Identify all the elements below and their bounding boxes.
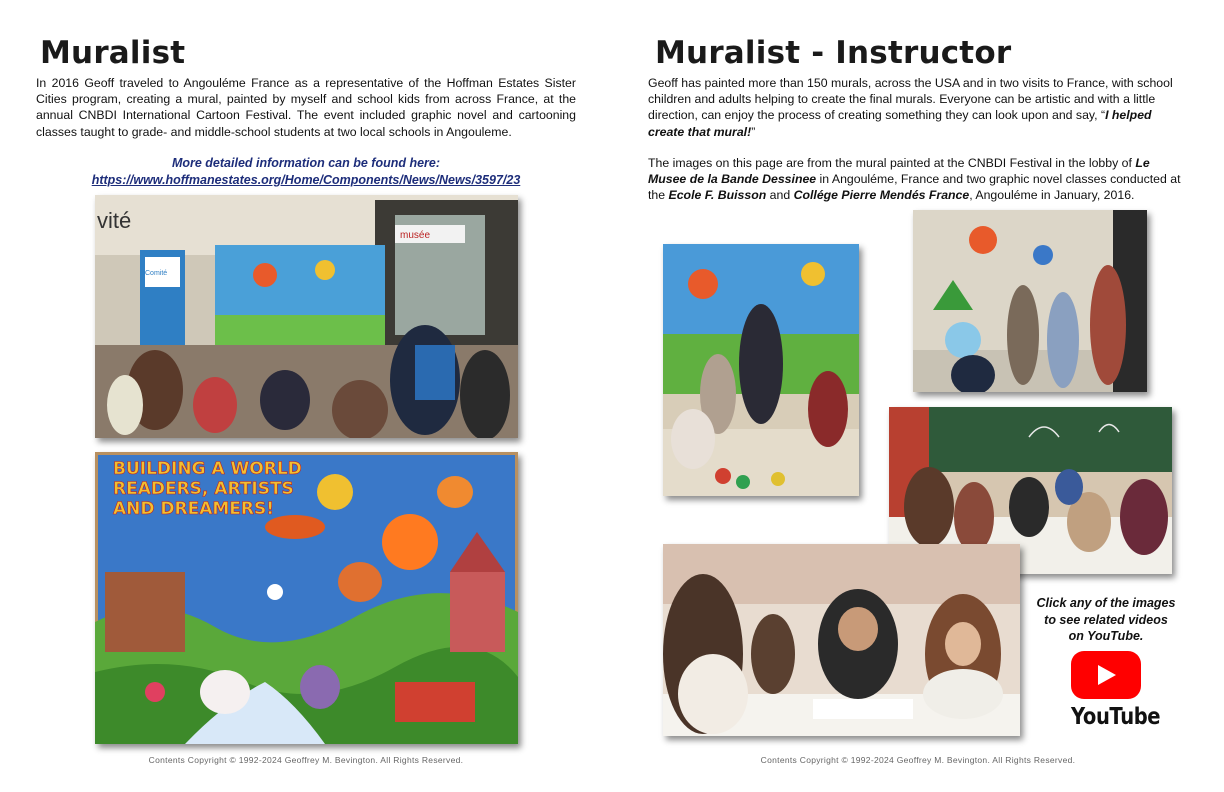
page-title-muralist: Muralist <box>40 35 186 71</box>
youtube-wordmark[interactable]: YouTube <box>1071 704 1161 730</box>
museum-name: Le Musee de la Bande Dessinee <box>648 156 1150 187</box>
copyright-left: Contents Copyright © 1992-2024 Geoffrey M. Bevington. All Rights Reserved. <box>148 755 464 765</box>
vite-sign-text: vité <box>97 208 132 233</box>
finished-mural-photo[interactable] <box>95 452 518 744</box>
info-block <box>36 155 576 189</box>
para1-quote: I helped create that mural! <box>648 108 1152 139</box>
hoffman-estates-link[interactable]: https://www.hoffmanestates.org/Home/Components/News/News/3597/23 <box>91 173 521 187</box>
mural-slogan-line2: READERS, ARTISTS <box>113 479 294 499</box>
festival-lobby-photo[interactable] <box>95 195 518 438</box>
youtube-logo-svg <box>1071 651 1141 699</box>
para2-e: and <box>766 188 794 203</box>
para1-main: Geoff has painted more than 150 murals, across the USA and in two visits to France, with school children and adults helping to create the final murals. Everyone can be artistic and with a little direction, can enjoy the process of creating something they can look upon and say, “ <box>648 76 1173 123</box>
mural-wall-image <box>913 210 1147 392</box>
para2-g: , Angouléme in January, 2016. <box>969 188 1135 203</box>
kids-painting-photo[interactable] <box>663 244 859 496</box>
finished-mural-image <box>95 452 518 744</box>
para1-end: ” <box>751 124 756 139</box>
instructor-paragraph-1 <box>648 75 1188 140</box>
copyright-right: Contents Copyright © 1992-2024 Geoffrey M. Bevington. All Rights Reserved. <box>760 755 1076 765</box>
school-mendes-france: Collége Pierre Mendés France <box>793 188 970 203</box>
youtube-caption: Click any of the images to see related videos on YouTube. <box>1036 596 1176 643</box>
festival-lobby-image <box>95 195 518 438</box>
school-buisson: Ecole F. Buisson <box>668 188 767 203</box>
para2-c: in Angouléme, France and two graphic novel classes conducted at the <box>648 172 1181 203</box>
mural-slogan-line3: AND DREAMERS! <box>113 499 275 519</box>
banner-text: Comité <box>145 270 168 277</box>
instructor-paragraph-2 <box>648 155 1188 204</box>
youtube-play-icon[interactable] <box>1071 651 1141 699</box>
right-page <box>612 0 1224 792</box>
info-heading: More detailed information can be found here: <box>171 156 441 170</box>
kids-painting-image <box>663 244 859 496</box>
mural-wall-photo[interactable] <box>913 210 1147 392</box>
para2-a: The images on this page are from the mural painted at the CNBDI Festival in the lobby of <box>648 156 1136 170</box>
museum-sign-text: musée <box>400 230 431 241</box>
students-drawing-photo[interactable] <box>663 544 1020 736</box>
mural-slogan-line1: BUILDING A WORLD <box>113 459 302 479</box>
students-drawing-image <box>663 544 1020 736</box>
page-title-instructor: Muralist - Instructor <box>655 35 1012 71</box>
intro-paragraph: In 2016 Geoff traveled to Angouléme France as a representative of the Hoffman Estates Sister Cities program, creating a mural, painted by myself and school kids from across France, at the annual CNBDI International Cartoon Festival. The event included graphic novel and cartooning classes taught to grade- and middle-school students at two local schools in Angouleme. <box>36 76 576 139</box>
